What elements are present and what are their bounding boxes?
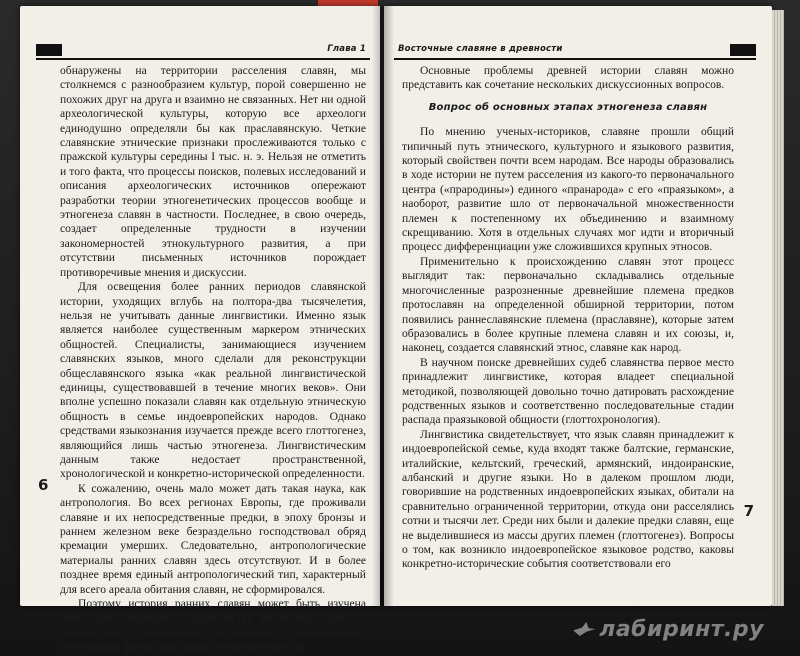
page-number-left: 6 xyxy=(38,476,49,494)
right-page-text xyxy=(402,64,734,572)
watermark xyxy=(573,617,764,642)
right-page xyxy=(384,6,772,606)
watermark-text: лабиринт.ру xyxy=(599,617,764,642)
paragraph: В научном поиске древнейших судеб славянства первое место принадлежит лингвистике, которая владеет специальной методикой, позволяющей довольно точно датировать расхождение родственных языков и соответственно последовательные стадии распада праязыковой общности (глоттохронология). xyxy=(402,355,734,427)
bird-logo-icon xyxy=(573,622,595,636)
section-label: Восточные славяне в древности xyxy=(398,44,563,54)
paragraph: Для освещения более ранних периодов славянской истории, уходящих вглубь на полтора-два тысячелетия, нельзя не учитывать данные лингвистики. Именно язык является наиболее существенным маркером этнических общностей. Специалисты, занимающиеся изучением славянских языков, много сделали для реконструкции общеславянского языка «как реальной лингвистической единицы, существовавшей в течение многих веков». Они вполне успешно показали славян как отдельную этническую общность в семье индоевропейских народов. Однако средствами языкознания изучается прежде всего глоттогенез, являющийся лишь частью этногенеза. Лингвистическим данным также недостает пространственной, хронологической и конкретно-исторической определенности. xyxy=(60,280,366,481)
left-page-text xyxy=(60,64,366,655)
chapter-label: Глава 1 xyxy=(327,44,366,54)
paragraph: По мнению ученых-историков, славяне прошли общий типичный путь этнического, культурного и языкового развития, который свойствен почти всем народам. Все народы образовались в ходе истории не путем расселения из какого-то первоначального центра («прародины») единого «пранарода» с его «праязыком», а наоборот, развитие шло от первоначальной множественности племен к постепенному их объединению и взаимному скрещиванию. Хотя в отдельных случаях мог идти и вторичный процесс дифференциации уже сложившихся крупных этносов. xyxy=(402,125,734,254)
running-head-block xyxy=(730,44,756,56)
paragraph: Лингвистика свидетельствует, что язык славян принадлежит к индоевропейской семье, куда входят также балтские, германские, италийские, кельтский, греческий, армянский, индоиранские, албанский и другие языки. Но в далеком прошлом люди, говорившие на родственных индоевропейских языках, обитали на сравнительно ограниченной территории, откуда они расселялись сотни и тысячи лет. Среди них были и далекие предки славян, еще не выделившиеся из массы других племен (глоттогенез). Вопросы о том, как возникло индоевропейское языковое родство, каковы конкретно-исторические события соответствовали его xyxy=(402,427,734,571)
running-head-block xyxy=(36,44,62,56)
paragraph: Применительно к происхождению славян этот процесс выглядит так: первоначально складывались отдельные многочисленные разрозненные древнейшие племена предков протославян на определенной обширной территории, потом появились раннеславянские племена (праславяне), которые затем образовались в более крупные племена славян и их союзы, и, наконец, создается славянский этнос, славяне как народ. xyxy=(402,254,734,355)
intro-paragraph: Основные проблемы древней истории славян можно представить как сочетание нескольких дискуссионных вопросов. xyxy=(402,64,734,92)
left-page xyxy=(20,6,380,654)
running-head-right xyxy=(394,44,756,60)
paragraph: К сожалению, очень мало может дать такая наука, как антропология. Во всех регионах Европы, где проживали славяне и их непосредственные предки, в эпоху бронзы и раннем железном веке безраздельно господствовал обряд кремации умерших. Следовательно, антропологические материалы ранних славян здесь отсутствуют. И в более позднее время единый антропологический тип, характерный для всего ареала обитания славян, не сформировался. xyxy=(60,481,366,596)
paragraph: Поэтому история ранних славян может быть изучена лишь при широком сотрудничестве различных наук — лингвистики, ономастики, археологии, антропологии, этнографии, фольклористики, климатологии и др. xyxy=(60,597,366,654)
section-subheading: Вопрос об основных этапах этногенеза славян xyxy=(428,101,708,113)
paragraph: обнаружены на территории расселения славян, мы столкнемся с разнообразием культур, порой совершенно не похожих друг на друга и взаимно не связанных. Нет ни одной археологической культуры, которую все археологи единодушно определяли бы как праславянскую. Четкие славянские этнические признаки прослеживаются только с пражской культуры середины I тыс. н. э. Нельзя не отметить и того факта, что процессы поисков, полевых исследований и описания археологических источников опережают разработки теории этногенетических процессов вообще и этногенеза славян в частности. Последнее, в свою очередь, создает определенные трудности в изучении закономерностей этнокультурного развития, а при отсутствии письменных источников порождает противоречивые мнения и дискуссии. xyxy=(60,64,366,279)
running-head-left xyxy=(36,44,370,60)
page-number-right: 7 xyxy=(743,502,754,520)
page-edges xyxy=(772,10,784,606)
